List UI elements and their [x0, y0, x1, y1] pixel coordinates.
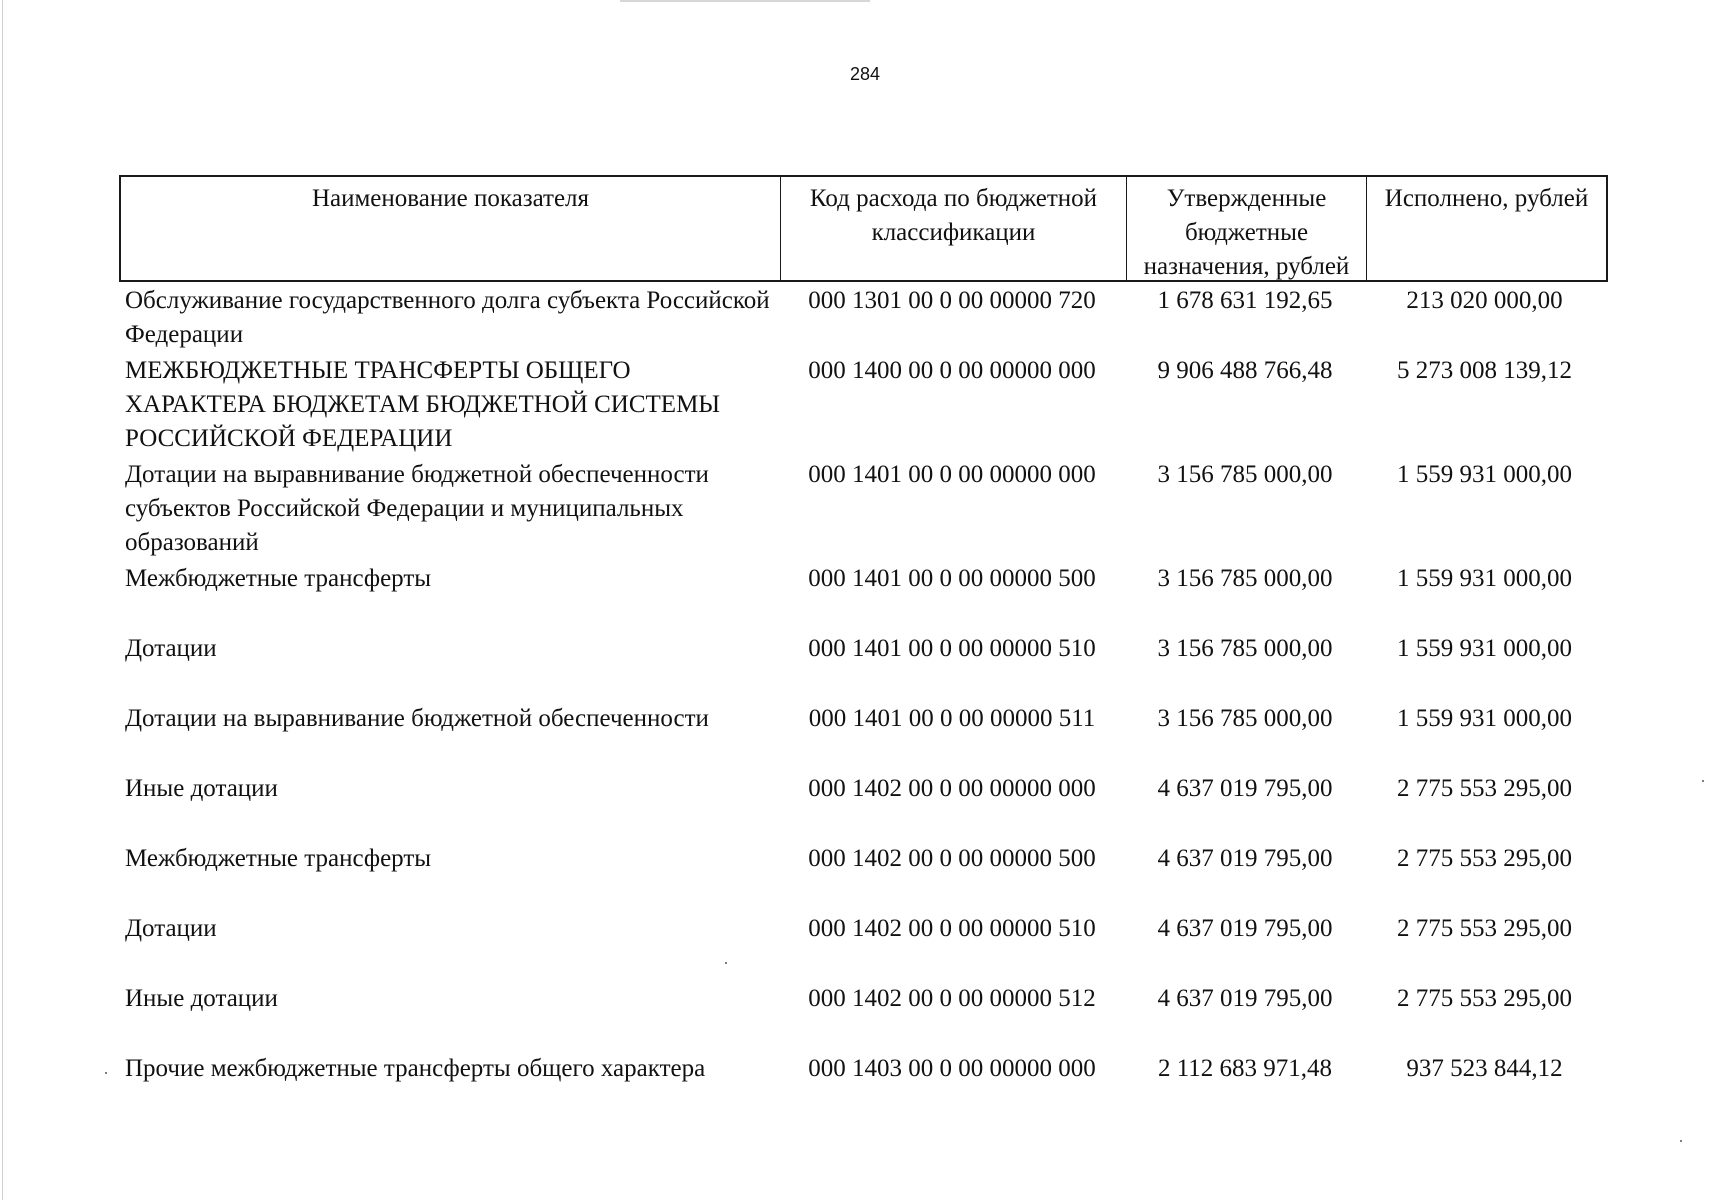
table-body [119, 284, 1608, 1122]
row-code: 000 1301 00 0 00 00000 720 [808, 287, 1096, 314]
scan-top-artifact [620, 0, 870, 2]
table-row [119, 842, 1608, 912]
scan-speck [1680, 1140, 1682, 1142]
row-executed: 937 523 844,12 [1406, 1055, 1563, 1082]
scan-left-edge [2, 0, 3, 1200]
row-code: 000 1401 00 0 00 00000 000 [808, 461, 1096, 488]
row-approved: 3 156 785 000,00 [1157, 705, 1333, 732]
row-name: Дотации на выравнивание бюджетной обеспеченности [125, 705, 709, 732]
table-header [119, 175, 1608, 282]
row-name: Иные дотации [125, 775, 278, 802]
row-approved: 4 637 019 795,00 [1157, 775, 1333, 802]
scan-speck [1702, 780, 1704, 782]
page-number: 284 [849, 64, 881, 84]
row-name: Дотации на выравнивание бюджетной обеспеченности субъектов Российской Федерации и муниципальных образований [125, 461, 709, 556]
row-name: Межбюджетные трансферты [125, 845, 432, 872]
row-name: Обслуживание государственного долга субъекта Российской Федерации [125, 287, 770, 348]
row-executed: 5 273 008 139,12 [1397, 357, 1572, 384]
row-approved: 3 156 785 000,00 [1157, 461, 1333, 488]
row-executed: 1 559 931 000,00 [1397, 635, 1572, 662]
header-approved: Утвержденные бюджетные назначения, рублей [1127, 177, 1367, 280]
table-row [119, 982, 1608, 1052]
row-approved: 4 637 019 795,00 [1157, 915, 1333, 942]
row-code: 000 1402 00 0 00 00000 512 [808, 985, 1096, 1012]
header-name: Наименование показателя [121, 177, 781, 280]
table-row [119, 354, 1608, 458]
row-approved: 9 906 488 766,48 [1157, 357, 1333, 384]
row-code: 000 1403 00 0 00 00000 000 [808, 1055, 1096, 1082]
row-name: Дотации [125, 635, 217, 662]
row-executed: 2 775 553 295,00 [1397, 845, 1572, 872]
table-row [119, 458, 1608, 562]
row-approved: 4 637 019 795,00 [1157, 985, 1333, 1012]
row-approved: 4 637 019 795,00 [1157, 845, 1333, 872]
table-row [119, 1052, 1608, 1122]
row-executed: 1 559 931 000,00 [1397, 461, 1572, 488]
row-code: 000 1402 00 0 00 00000 500 [808, 845, 1096, 872]
row-code: 000 1402 00 0 00 00000 510 [808, 915, 1096, 942]
row-executed: 2 775 553 295,00 [1397, 985, 1572, 1012]
row-name: Межбюджетные трансферты [125, 565, 432, 592]
header-code: Код расхода по бюджетной классификации [781, 177, 1127, 280]
row-executed: 2 775 553 295,00 [1397, 915, 1572, 942]
row-code: 000 1401 00 0 00 00000 500 [808, 565, 1096, 592]
row-name: Дотации [125, 915, 217, 942]
table-row [119, 562, 1608, 632]
table-row [119, 912, 1608, 982]
row-executed: 2 775 553 295,00 [1397, 775, 1572, 802]
row-executed: 213 020 000,00 [1406, 287, 1563, 314]
row-name: Иные дотации [125, 985, 278, 1012]
row-executed: 1 559 931 000,00 [1397, 705, 1572, 732]
table-row [119, 702, 1608, 772]
row-approved: 1 678 631 192,65 [1157, 287, 1333, 314]
row-approved: 3 156 785 000,00 [1157, 565, 1333, 592]
header-executed: Исполнено, рублей [1384, 185, 1589, 212]
row-code: 000 1402 00 0 00 00000 000 [808, 775, 1096, 802]
row-executed: 1 559 931 000,00 [1397, 565, 1572, 592]
scan-speck [105, 1072, 107, 1074]
table-row [119, 772, 1608, 842]
row-approved: 3 156 785 000,00 [1157, 635, 1333, 662]
table-row [119, 284, 1608, 354]
row-approved: 2 112 683 971,48 [1157, 1055, 1333, 1082]
row-code: 000 1401 00 0 00 00000 510 [808, 635, 1096, 662]
row-name: МЕЖБЮДЖЕТНЫЕ ТРАНСФЕРТЫ ОБЩЕГО ХАРАКТЕРА БЮДЖЕТАМ БЮДЖЕТНОЙ СИСТЕМЫ РОССИЙСКОЙ ФЕДЕРАЦИИ [125, 357, 721, 452]
table-row [119, 632, 1608, 702]
row-code: 000 1401 00 0 00 00000 511 [808, 705, 1096, 732]
row-code: 000 1400 00 0 00 00000 000 [808, 357, 1096, 384]
scan-speck [725, 962, 727, 964]
row-name: Прочие межбюджетные трансферты общего характера [125, 1055, 706, 1082]
